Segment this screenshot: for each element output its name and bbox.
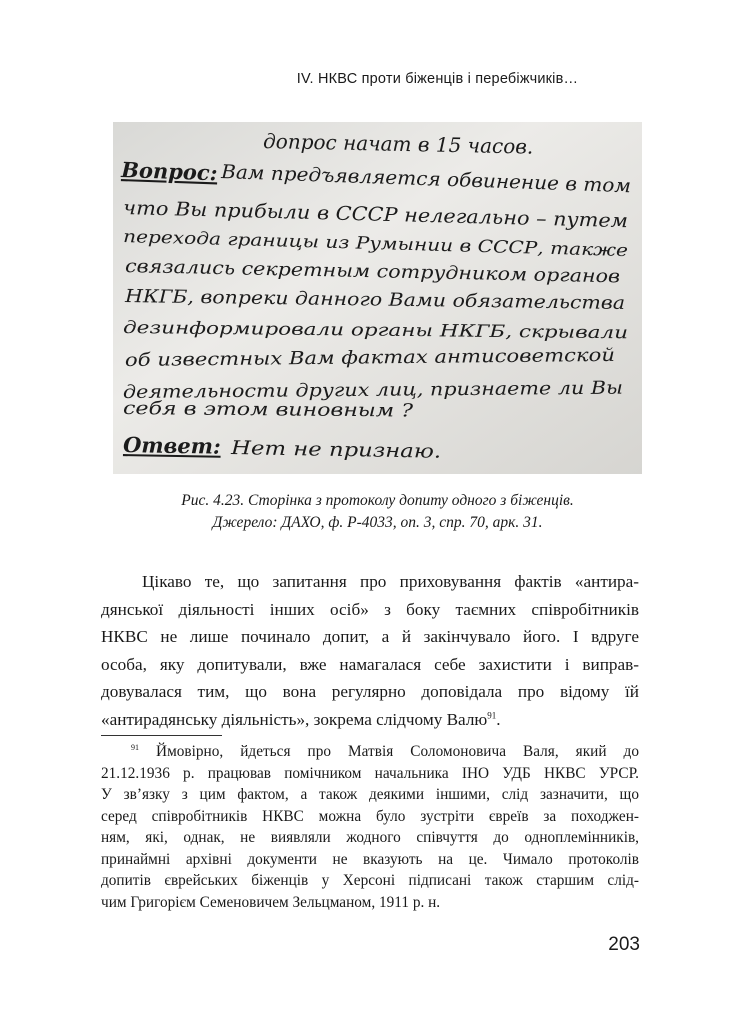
footnote-number: 91	[131, 742, 139, 752]
footnote-line: У зв’язку з цим фактом, а також деякими іншими, слід зазначити, що	[101, 786, 639, 803]
handwriting-line: об известных Вам фактах антисоветской	[124, 345, 543, 371]
footnote-line: принаймні архівні документи не вказують на це. Чимало протоколів	[101, 850, 639, 868]
caption-source: Джерело: ДАХО, ф. Р-4033, оп. 3, спр. 70, арк. 31.	[212, 514, 543, 531]
paragraph-line: Цікаво те, що запитання про приховування фактів «антира-	[142, 572, 639, 591]
paragraph-line: НКВС не лише починало допит, а й закінчувало його. І вдруге	[101, 627, 639, 646]
paragraph-line: дянської діяльності інших осіб» з боку таємних співробітників	[101, 599, 639, 619]
handwriting-line: что Вы прибыли в СССР нелегально – путем	[122, 197, 584, 232]
footnote-line: 21.12.1936 р. працював помічником начальника ІНО УДБ НКВС УРСР.	[101, 764, 639, 782]
body-paragraph	[101, 568, 639, 733]
handwriting-line: НКГБ, вопреки данного Вами обязательства	[124, 286, 565, 314]
footnote-line: ням, які, однак, не виявляли жодного співчуття до одноплемінників,	[101, 829, 639, 846]
footnote-line-text: Ймовірно, йдеться про Матвія Соломоновича Валя, який до	[156, 743, 639, 760]
footnote-line-first	[101, 741, 639, 763]
handwriting-line: перехода границы из Румынии в СССР, также	[122, 227, 550, 259]
page-number: 203	[608, 934, 640, 955]
handwriting-line: связались секретным сотрудником органов	[124, 256, 558, 287]
running-head: IV. НКВС проти біженців і перебіжчиків…	[296, 71, 579, 87]
handwriting-question-label: Вопрос:	[120, 157, 218, 186]
paragraph-line-text: «антирадянську діяльність», зокрема слідчому Валю	[101, 709, 488, 729]
paragraph-line-last: «антирадянську діяльність», зокрема слідчому Валю$^{91}$.	[101, 709, 501, 729]
handwriting-line: себя в этом виновным ?	[122, 398, 360, 422]
footnote	[101, 741, 639, 913]
handwriting-answer: Нет не признаю.	[230, 437, 407, 463]
footnote-line: чим Григорієм Семеновичем Зельцманом, 1911 р. н.	[101, 893, 441, 911]
footnote-reference[interactable]: 91	[487, 709, 497, 720]
archival-document-photo	[113, 122, 642, 474]
caption-title: Рис. 4.23. Сторінка з протоколу допиту одного з біженців.	[181, 492, 574, 509]
paragraph-line: особа, яку допитували, вже намагалася себе захистити і виправ-	[101, 654, 639, 674]
handwriting-header: допрос начат в 15 часов.	[262, 129, 534, 159]
handwriting-line: деятельности других лиц, признаете ли Вы	[122, 378, 559, 403]
footnote-line: серед співробітників НКВС можна було зустріти євреїв за походжен-	[101, 807, 639, 825]
footnote-line: допитів єврейських біженців у Херсоні підписані також старшим слід-	[101, 872, 639, 889]
handwriting-line: Вам предъявляется обвинение в том	[220, 161, 611, 197]
handwriting-line: дезинформировали органы НКГБ, скрывали	[122, 318, 523, 343]
figure-caption	[113, 490, 642, 534]
footnote-divider	[101, 735, 222, 736]
paragraph-line: довувалася тим, що вона регулярно доповідала про відому їй	[101, 682, 639, 701]
handwriting-answer-label: Ответ:	[122, 432, 221, 459]
